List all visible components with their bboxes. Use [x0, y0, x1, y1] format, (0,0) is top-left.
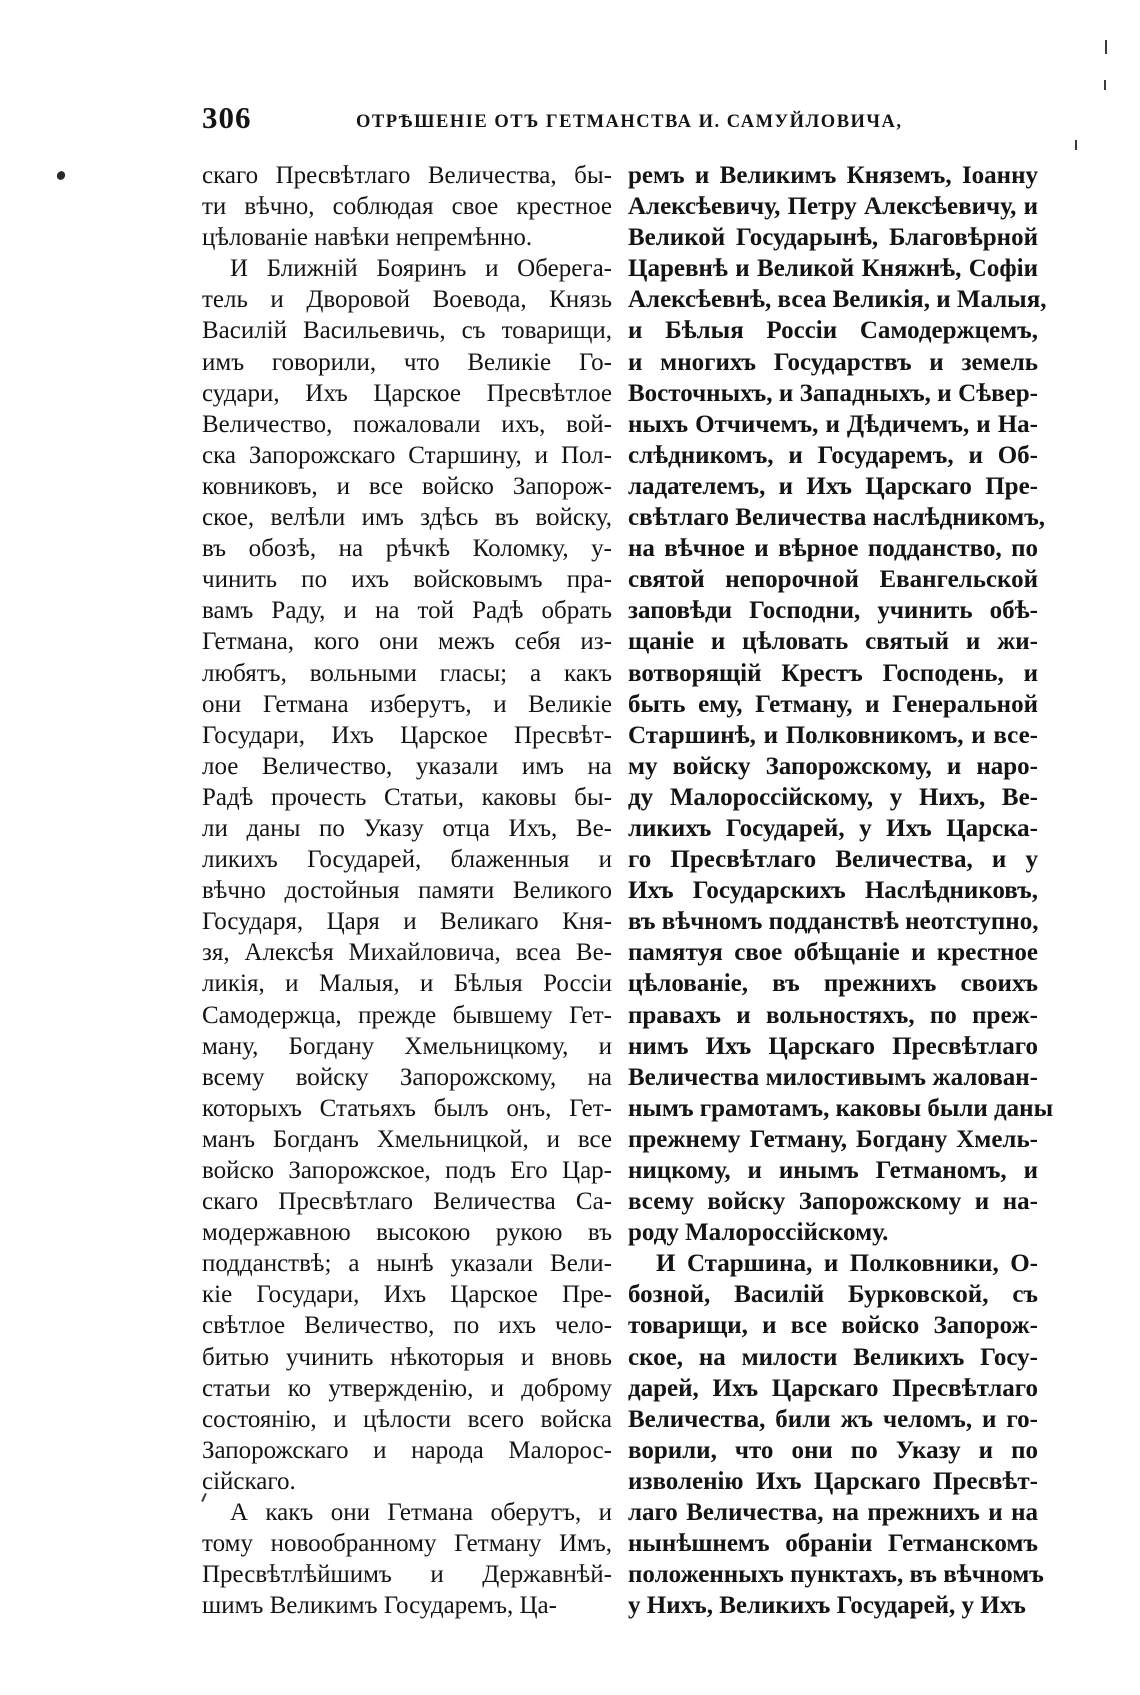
margin-mark	[1104, 80, 1106, 90]
text-line: святой непорочной Евангельской	[628, 566, 1038, 594]
text-line: памятуя свое обѣщаніе и крестное	[628, 939, 1038, 967]
text-line: свѣтлое Величество, по ихъ чело-	[202, 1312, 612, 1340]
text-line: чинить по ихъ войсковымъ пра-	[202, 566, 612, 594]
text-line: ворили, что они по Указу и по	[628, 1436, 1038, 1464]
text-line: Государи, Ихъ Царское Пресвѣт-	[202, 721, 612, 749]
text-line: Алексѣевичу, Петру Алексѣевичу, и	[628, 193, 1038, 221]
text-line: модержавною высокою рукою въ	[202, 1219, 612, 1247]
text-line: всему войску Запорожскому и на-	[628, 1188, 1038, 1216]
text-line: ликихъ Государей, блаженныя и	[202, 846, 612, 874]
text-line: Пресвѣтлѣйшимъ и Державнѣй-	[202, 1561, 612, 1589]
text-line: Самодержца, прежде бывшему Гет-	[202, 1001, 612, 1029]
text-line: роду Малороссійскому.	[628, 1219, 889, 1247]
text-line: цѣлованіе навѣки непремѣнно.	[202, 224, 533, 252]
text-line: состоянію, и цѣлости всего войска	[202, 1405, 612, 1433]
text-line: зя, Алексѣя Михайловича, всеа Ве-	[202, 939, 612, 967]
text-line: го Пресвѣтлаго Величества, и у	[628, 846, 1038, 874]
text-line: подданствѣ; а нынѣ указали Вели-	[202, 1250, 612, 1278]
running-head: ОТРѢШЕНІЕ ОТЪ ГЕТМАНСТВА И. САМУЙЛОВИЧА,	[356, 112, 903, 132]
text-line: правахъ и вольностяхъ, по преж-	[628, 1001, 1038, 1029]
text-line: скаго Пресвѣтлаго Величества Са-	[202, 1188, 612, 1216]
text-line: ремъ и Великимъ Княземъ, Іоанну	[628, 162, 1038, 189]
text-line: И Старшина, и Полковники, О-	[656, 1250, 1038, 1278]
text-line: ладателемъ, и Ихъ Царскаго Пре-	[628, 472, 1038, 500]
text-line: щаніе и цѣловать святый и жи-	[628, 628, 1038, 656]
margin-mark	[1105, 40, 1107, 54]
text-line: на вѣчное и вѣрное подданство, по	[628, 535, 1038, 563]
text-line: Восточныхъ, и Западныхъ, и Сѣвер-	[628, 379, 1038, 407]
text-line: имъ говорили, что Великіе Го-	[202, 348, 612, 376]
text-line: ли даны по Указу отца Ихъ, Ве-	[202, 814, 612, 842]
text-line: битью учинить нѣкоторыя и вновь	[202, 1343, 612, 1371]
text-line: Ихъ Государскихъ Наслѣдниковъ,	[628, 877, 1038, 905]
text-line: ныхъ Отчичемъ, и Дѣдичемъ, и На-	[628, 410, 1038, 438]
text-line: вамъ Раду, и на той Радѣ обрать	[202, 597, 612, 625]
text-line: А какъ они Гетмана оберутъ, и	[230, 1499, 612, 1527]
text-line: быть ему, Гетману, и Генеральной	[628, 690, 1038, 718]
text-line: ницкому, и инымъ Гетманомъ, и	[628, 1157, 1038, 1184]
margin-mark	[55, 170, 66, 182]
text-line: шимъ Великимъ Государемъ, Ца-	[202, 1592, 557, 1620]
text-line: положенныхъ пунктахъ, въ вѣчномъ	[628, 1561, 1044, 1589]
text-line: любятъ, вольными гласы; а какъ	[202, 659, 612, 687]
text-line: вотворящій Крестъ Господень, и	[628, 659, 1038, 687]
text-line: И Ближній Бояринъ и Оберега-	[230, 255, 612, 283]
text-line: кіе Государи, Ихъ Царское Пре-	[202, 1281, 612, 1309]
text-line: Величество, пожаловали ихъ, вой-	[202, 410, 612, 438]
text-line: ду Малороссійскому, у Нихъ, Ве-	[628, 783, 1038, 811]
text-line: войско Запорожское, подъ Его Цар-	[202, 1157, 612, 1184]
text-line: тель и Дворовой Воевода, Князь	[202, 286, 612, 314]
text-line: прежнему Гетману, Богдану Хмель-	[628, 1125, 1038, 1153]
text-line: всему войску Запорожскому, на	[202, 1063, 612, 1091]
text-line: бозной, Василій Бурковской, съ	[628, 1281, 1038, 1309]
text-line: изволенію Ихъ Царскаго Пресвѣт-	[628, 1467, 1038, 1495]
text-line: которыхъ Статьяхъ былъ онъ, Гет-	[202, 1094, 612, 1122]
text-line: въ вѣчномъ подданствѣ неотступно,	[628, 908, 1039, 936]
text-line: нынѣшнемъ обраніи Гетманскомъ	[628, 1530, 1038, 1558]
text-line: нымъ грамотамъ, каковы были даны	[628, 1094, 1054, 1122]
text-line: товарищи, и все войско Запорож-	[628, 1312, 1038, 1340]
text-line: они Гетмана изберутъ, и Великіе	[202, 690, 612, 718]
text-line: ское, велѣли имъ здѣсь въ войску,	[202, 504, 612, 532]
text-line: Царевнѣ и Великой Княжнѣ, Софіи	[628, 255, 1038, 283]
text-line: вѣчно достойныя памяти Великого	[202, 877, 612, 905]
text-line: Гетмана, кого они межъ себя из-	[202, 628, 612, 656]
text-line: ману, Богдану Хмельницкому, и	[202, 1032, 612, 1060]
text-line: тому новообранному Гетману Имъ,	[202, 1530, 612, 1558]
margin-mark	[1075, 140, 1077, 150]
text-line: свѣтлаго Величества наслѣдникомъ,	[628, 504, 1046, 532]
text-line: и Бѣлыя Россіи Самодержцемъ,	[628, 317, 1038, 345]
text-line: ликія, и Малыя, и Бѣлыя Россіи	[202, 970, 612, 998]
text-line: Старшинѣ, и Полковникомъ, и все-	[628, 721, 1038, 749]
text-line: судари, Ихъ Царское Пресвѣтлое	[202, 379, 612, 407]
text-line: нимъ Ихъ Царскаго Пресвѣтлаго	[628, 1032, 1038, 1060]
text-line: Государя, Царя и Великаго Кня-	[202, 908, 612, 936]
text-line: Василій Васильевичь, съ товарищи,	[202, 317, 612, 345]
text-line: ковниковъ, и все войско Запорож-	[202, 472, 612, 500]
text-line: ское, на милости Великихъ Госу-	[628, 1343, 1038, 1371]
page-number: 306	[202, 100, 252, 135]
text-line: слѣдникомъ, и Государемъ, и Об-	[628, 441, 1038, 469]
right-column	[628, 160, 1054, 1621]
text-line: Величества милостивымъ жалован-	[628, 1063, 1038, 1091]
text-line: статьи ко утвержденію, и доброму	[202, 1374, 612, 1402]
text-line: сійскаго.	[202, 1467, 296, 1495]
text-line: Запорожскаго и народа Малорос-	[202, 1436, 612, 1464]
text-line: и многихъ Государствъ и земель	[628, 348, 1038, 376]
text-line: Радѣ прочесть Статьи, каковы бы-	[202, 783, 612, 811]
text-line: у Нихъ, Великихъ Государей, у Ихъ	[628, 1592, 1026, 1620]
text-line: скаго Пресвѣтлаго Величества, бы-	[202, 162, 612, 189]
text-line: манъ Богданъ Хмельницкой, и все	[202, 1125, 612, 1153]
text-line: лаго Величества, на прежнихъ и на	[628, 1499, 1038, 1527]
text-line: въ обозѣ, на рѣчкѣ Коломку, у-	[202, 535, 612, 563]
text-line: ликихъ Государей, у Ихъ Царска-	[628, 814, 1038, 842]
text-line: лое Величество, указали имъ на	[202, 752, 612, 780]
text-line: Великой Государынѣ, Благовѣрной	[628, 224, 1038, 252]
text-line: ти вѣчно, соблюдая свое крестное	[202, 193, 612, 221]
text-line: ска Запорожскаго Старшину, и Пол-	[202, 441, 612, 469]
text-line: дарей, Ихъ Царскаго Пресвѣтлаго	[628, 1374, 1038, 1402]
text-line: Величества, били жъ челомъ, и го-	[628, 1405, 1038, 1433]
left-column	[202, 160, 612, 1621]
text-line: Алексѣевнѣ, всеа Великія, и Малыя,	[628, 286, 1047, 314]
text-line: му войску Запорожскому, и наро-	[628, 752, 1038, 780]
text-line: цѣлованіе, въ прежнихъ своихъ	[628, 970, 1038, 998]
text-line: заповѣди Господни, учинить обѣ-	[628, 597, 1038, 625]
